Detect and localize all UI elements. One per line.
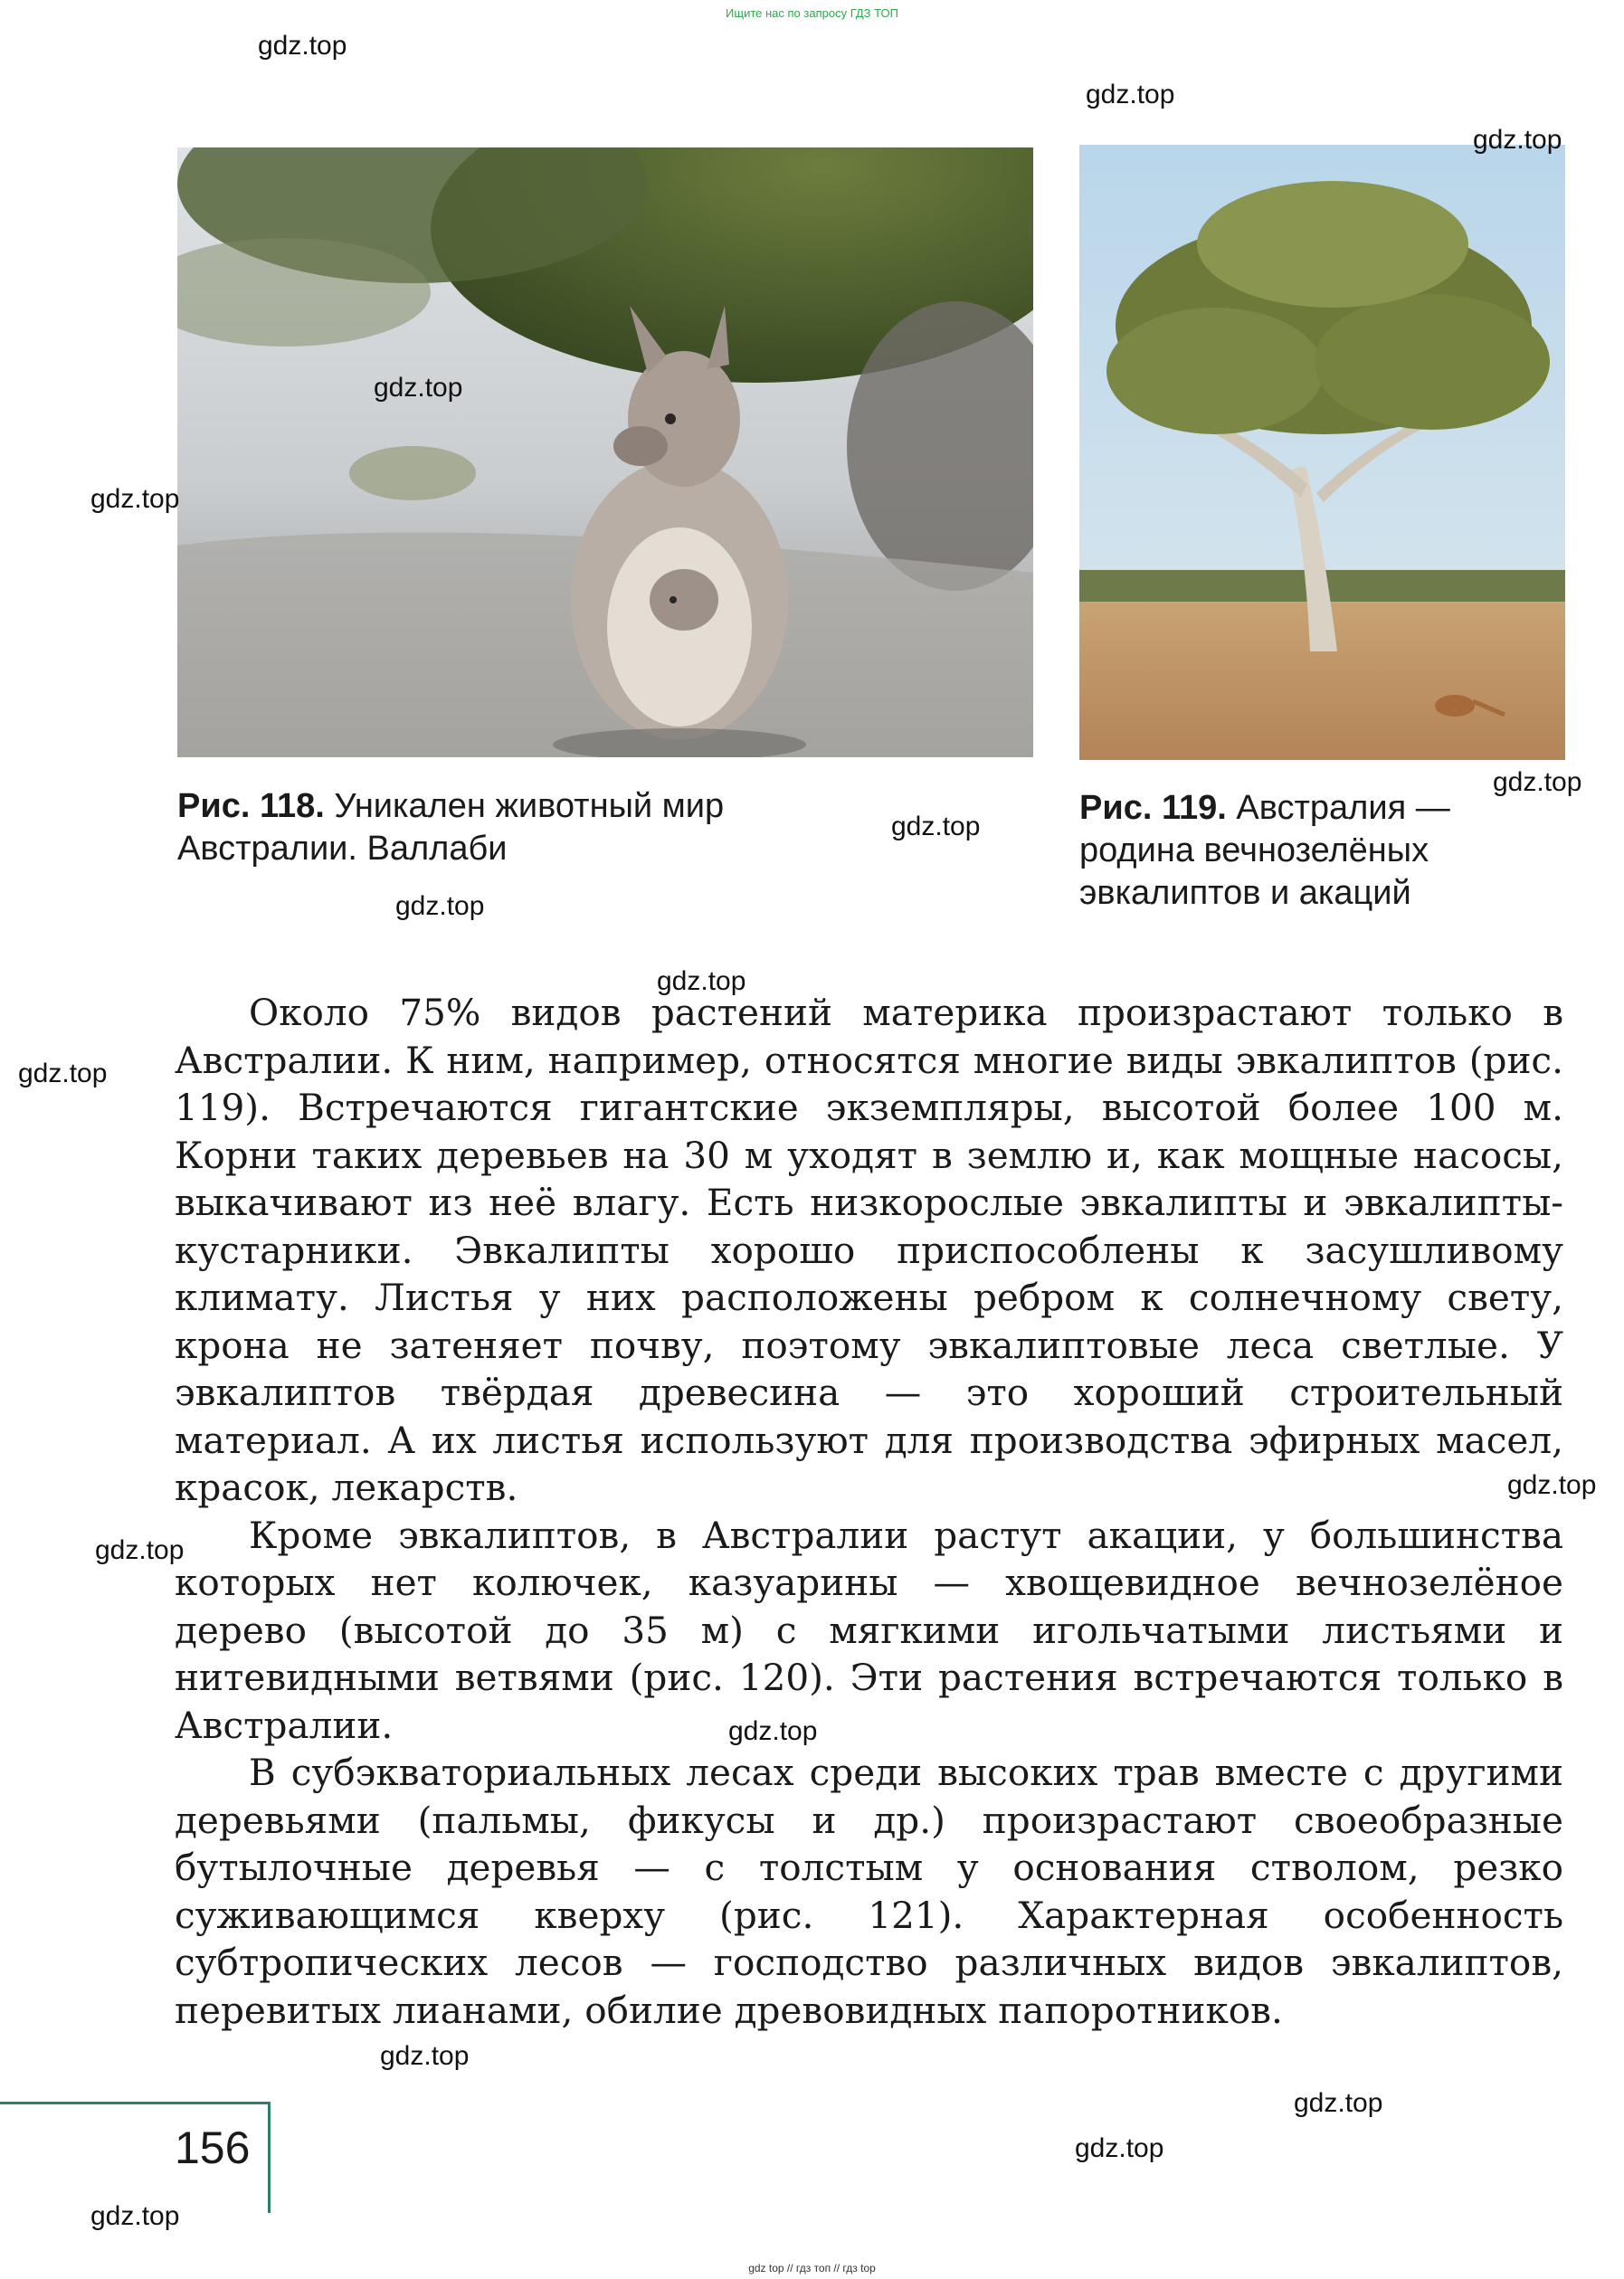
- watermark: gdz.top: [657, 966, 746, 996]
- figure-118-caption: [177, 785, 992, 870]
- figure-119-caption-line1: Австралия —: [1236, 789, 1450, 827]
- watermark: gdz.top: [90, 484, 180, 514]
- eucalyptus-illustration: [1079, 145, 1565, 760]
- figure-118-caption-line1: Уникален животный мир: [334, 787, 725, 825]
- watermark: gdz.top: [374, 373, 463, 403]
- watermark: gdz.top: [728, 1716, 818, 1746]
- page-number: 156: [175, 2122, 251, 2173]
- watermark: gdz.top: [1086, 80, 1175, 109]
- figure-119-caption: [1079, 787, 1586, 915]
- watermark: gdz.top: [18, 1059, 108, 1088]
- paragraph-2: Кроме эвкалиптов, в Австралии растут акации, у большинства которых нет колючек, казуарины — хвощевидное вечнозелёное дерево (высотой до 35 м) с мягкими игольчатыми листьями и нитевидными ветвями (рис. 120). Эти растения встречаются только в Австралии.: [175, 1513, 1563, 1747]
- watermark: gdz.top: [95, 1535, 185, 1565]
- watermark: gdz.top: [380, 2041, 470, 2071]
- wallaby-illustration: [177, 147, 1033, 757]
- watermark: gdz.top: [1493, 767, 1582, 797]
- figure-118-caption-line2: Австралии. Валлаби: [177, 830, 508, 868]
- figure-119-photo: [1079, 145, 1565, 760]
- figure-118-label: Рис. 118.: [177, 787, 325, 825]
- watermark: gdz.top: [1294, 2088, 1383, 2118]
- watermark: gdz.top: [258, 31, 347, 61]
- watermark: gdz.top: [1075, 2133, 1164, 2163]
- paragraph-3: В субэкваториальных лесах среди высоких трав вместе с другими деревьями (пальмы, фикусы и др.) произрастают своеобразные бутылочные деревья — с толстым у основания стволом, резко суживающимся кверху (рис. 121). Характерная особенность субтропических лесов — господство различных видов эвкалиптов, перевитых лианами, обилие древовидных папоротников.: [175, 1751, 1563, 2032]
- figure-119-caption-line2: родина вечнозелёных: [1079, 831, 1429, 869]
- figure-119-caption-line3: эвкалиптов и акаций: [1079, 874, 1411, 912]
- top-banner: Ищите нас по запросу ГДЗ ТОП: [726, 6, 898, 20]
- figure-118-photo: [177, 147, 1033, 757]
- watermark: gdz.top: [1507, 1470, 1597, 1500]
- watermark: gdz.top: [891, 812, 981, 841]
- figure-119-label: Рис. 119.: [1079, 789, 1227, 827]
- paragraph-1: Около 75% видов растений материка произрастают только в Австралии. К ним, например, относятся многие виды эвкалиптов (рис. 119). Встречаются гигантские экземпляры, высотой более 100 м. Корни таких деревьев на 30 м уходят в землю и, как мощные насосы, выкачивают из неё влагу. Есть низкорослые эвкалипты и эвкалипты-кустарники. Эвкалипты хорошо приспособлены к засушливому климату. Листья у них расположены ребром к солнечному свету, крона не затеняет почву, поэтому эвкалиптовые леса светлые. У эвкалиптов твёрдая древесина — это хороший строительный материал. А их листья используют для производства эфирных масел, красок, лекарств.: [175, 991, 1563, 1509]
- watermark: gdz.top: [90, 2201, 180, 2231]
- watermark: gdz.top: [395, 891, 485, 921]
- watermark: gdz.top: [1473, 125, 1562, 155]
- main-text: [175, 989, 1563, 2034]
- bottom-banner: gdz top // гдз топ // гдз top: [748, 2262, 876, 2274]
